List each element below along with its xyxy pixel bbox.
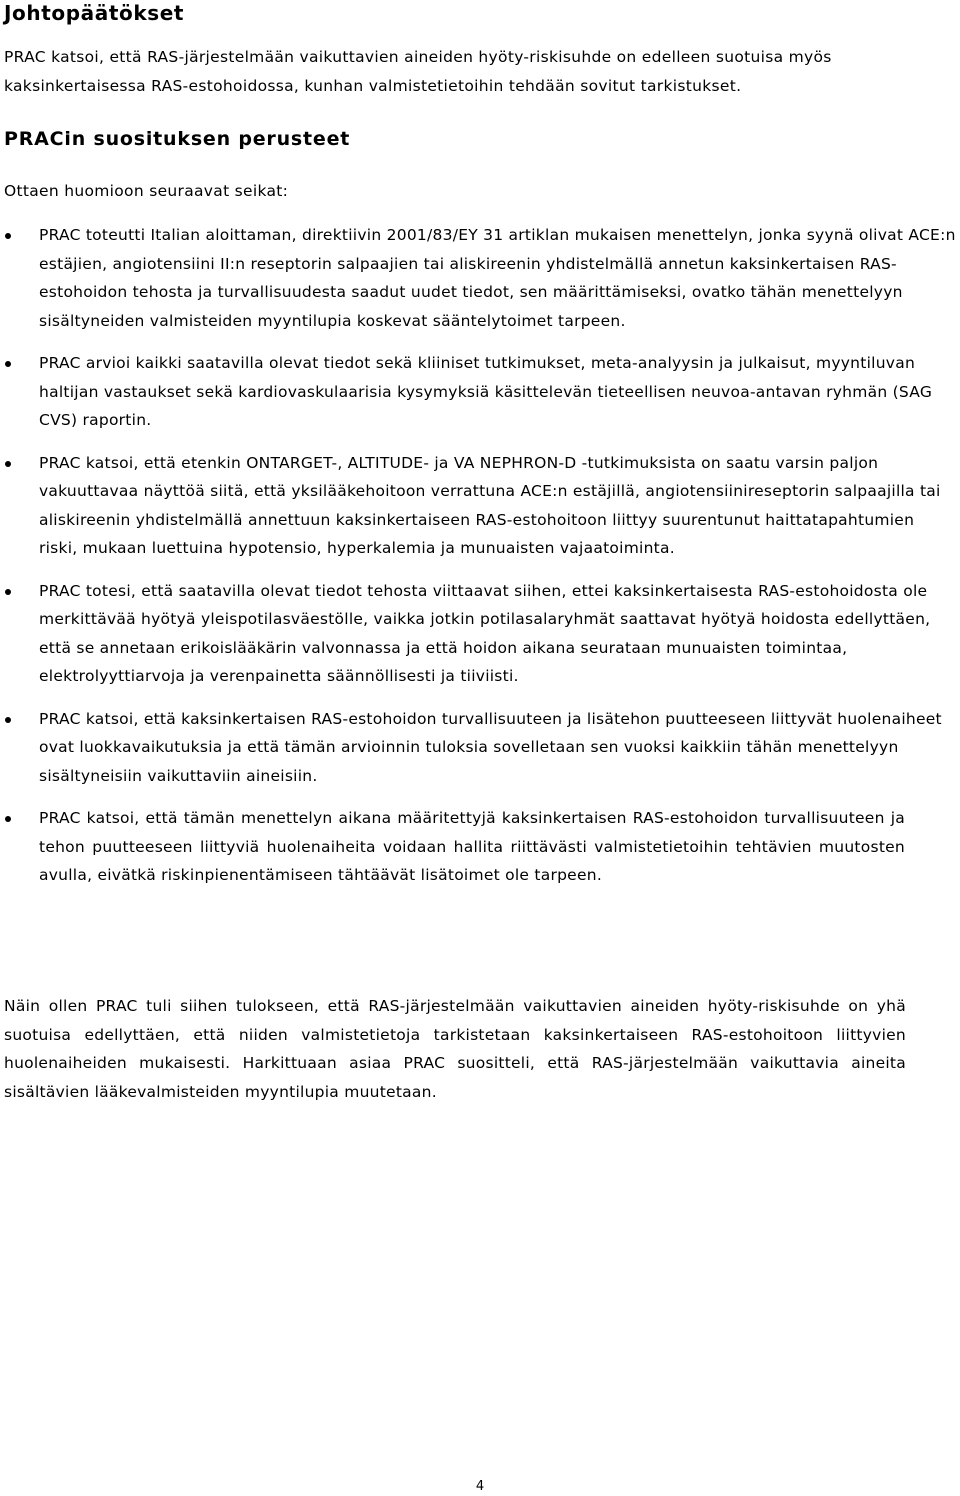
bullet-icon [5,589,11,595]
bullet-icon [5,717,11,723]
list-item-text: PRAC toteutti Italian aloittaman, direktiivin 2001/83/EY 31 artiklan mukaisen menettelyn, jonka syynä olivat ACE:n estäjien, angiotensiini II:n reseptorin salpaajien tai aliskireenin yhdistelmällä annetun kaksinkertaisen RAS-estohoidon tehosta ja turvallisuudesta saadut uudet tiedot, sen määrittämiseksi, ovatko tähän menettelyyn sisältyneiden valmisteiden myyntilupia koskevat sääntelytoimet tarpeen. [39,226,956,330]
list-item-text: PRAC katsoi, että etenkin ONTARGET-, ALTITUDE- ja VA NEPHRON-D -tutkimuksista on saatu varsin paljon vakuuttavaa näyttöä siitä, että yksilääkehoitoon verrattuna ACE:n estäjillä, angiotensiinireseptorin salpaajilla tai aliskireenin yhdistelmällä annettuun kaksinkertaiseen RAS-estohoitoon liittyy suurentunut haittatapahtumien riski, mukaan luettuina hypotensio, hyperkalemia ja munuaisten vajaatoiminta. [39,453,941,557]
bullet-icon [5,816,11,822]
list-item [4,804,905,890]
bullet-icon [5,361,11,367]
section-heading-conclusions: Johtopäätökset [4,1,185,25]
grounds-bullet-list [4,221,956,904]
list-item [4,705,956,791]
list-item-text: PRAC arvioi kaikki saatavilla olevat tiedot sekä kliiniset tutkimukset, meta-analyysin ja julkaisut, myyntiluvan haltijan vastaukset sekä kardiovaskulaarisia kysymyksiä käsittelevän tieteellisen neuvoa-antavan ryhmän (SAG CVS) raportin. [39,354,933,429]
list-item [4,349,956,435]
list-item [4,577,956,691]
bullet-icon [5,461,11,467]
conclusion-paragraph: Näin ollen PRAC tuli siihen tulokseen, että RAS-järjestelmään vaikuttavien aineiden hyöty-riskisuhde on yhä suotuisa edellyttäen, että niiden valmistetietoja tarkistetaan kaksinkertaiseen RAS-estohoitoon liittyvien huolenaiheiden mukaisesti. Harkittuaan asiaa PRAC suositteli, että RAS-järjestelmään vaikuttavia aineita sisältävien lääkevalmisteiden myyntilupia muutetaan. [4,997,906,1101]
bullet-icon [5,233,11,239]
list-item [4,449,956,563]
list-item-text: PRAC katsoi, että tämän menettelyn aikana määritettyjä kaksinkertaisen RAS-estohoidon turvallisuuteen ja tehon puutteeseen liittyviä huolenaiheita voidaan hallita riittävästi valmistetietoihin tehtävien muutosten avulla, eivätkä riskinpienentämiseen tähtäävät lisätoimet ole tarpeen. [39,809,905,884]
lead-in-text: Ottaen huomioon seuraavat seikat: [4,182,289,200]
intro-paragraph: PRAC katsoi, että RAS-järjestelmään vaikuttavien aineiden hyöty-riskisuhde on edelleen suotuisa myös kaksinkertaisessa RAS-estohoidossa, kunhan valmistetietoihin tehdään sovitut tarkistukset. [4,48,832,95]
list-item-text: PRAC katsoi, että kaksinkertaisen RAS-estohoidon turvallisuuteen ja lisätehon puutteeseen liittyvät huolenaiheet ovat luokkavaikutuksia ja että tämän arvioinnin tuloksia sovelletaan sen vuoksi kaikkiin tähän menettelyyn sisältyneisiin vaikuttaviin aineisiin. [39,709,942,785]
list-item-text: PRAC totesi, että saatavilla olevat tiedot tehosta viittaavat siihen, ettei kaksinkertaisesta RAS-estohoidosta ole merkittävää hyötyä yleispotilasväestölle, vaikka jotkin potilasalaryhmät saattavat hyötyä hoidosta edellyttäen, että se annetaan erikoislääkärin valvonnassa ja että hoidon aikana seurataan munuaisten toimintaa, elektrolyyttiarvoja ja verenpainetta säännöllisesti ja tiiviisti. [39,581,931,685]
list-item [4,221,956,335]
section-subheading-grounds: PRACin suosituksen perusteet [4,128,351,150]
page-number: 4 [475,1479,485,1494]
